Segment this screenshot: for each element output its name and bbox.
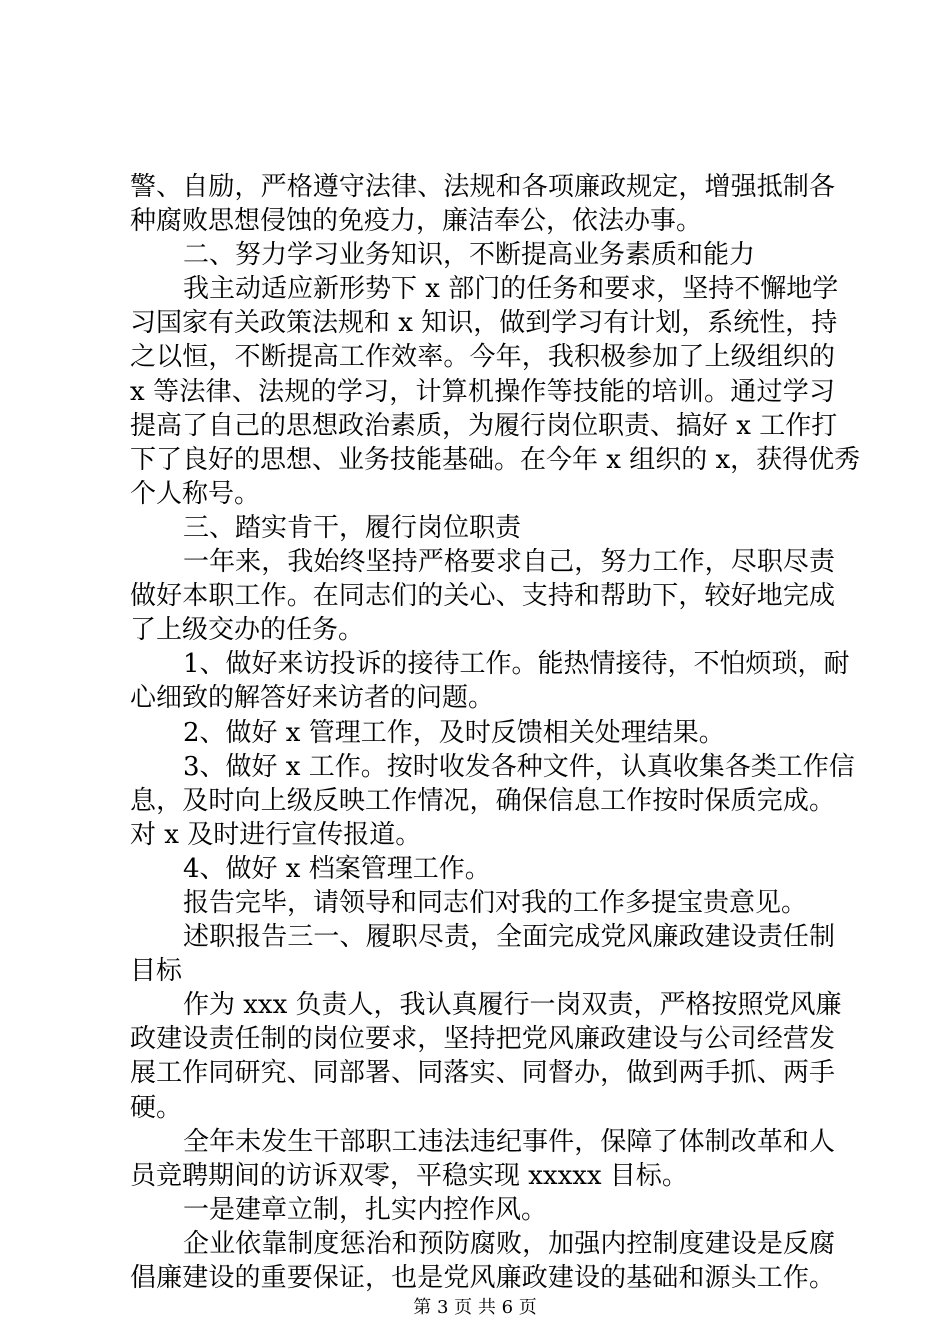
body-line-8: 提高了自己的思想政治素质，为履行岗位职责、搞好 x 工作打 <box>130 410 838 441</box>
list-item-1: 1、做好来访投诉的接待工作。能热情接待，不怕烦琐，耐 <box>183 649 850 680</box>
body-line-28: 硬。 <box>130 1092 183 1123</box>
body-line-26: 政建设责任制的岗位要求，坚持把党风廉政建设与公司经营发 <box>130 1024 835 1055</box>
list-item-2: 2、做好 x 管理工作，及时反馈相关处理结果。 <box>183 717 725 748</box>
body-line-19: 息，及时向上级反映工作情况，确保信息工作按时保质完成。 <box>130 785 835 816</box>
section-heading-3: 三、踏实肯干，履行岗位职责 <box>183 512 522 543</box>
body-line-25: 作为 xxx 负责人，我认真履行一岗双责，严格按照党风廉 <box>183 990 842 1021</box>
body-line-14: 了上级交办的任务。 <box>130 615 365 646</box>
body-line-9: 下了良好的思想、业务技能基础。在今年 x 组织的 x，获得优秀 <box>130 444 861 475</box>
body-line-24: 目标 <box>130 956 183 987</box>
body-line-2: 种腐败思想侵蚀的免疫力，廉洁奉公，依法办事。 <box>130 206 703 237</box>
body-line-30: 员竞聘期间的访诉双零，平稳实现 xxxxx 目标。 <box>130 1160 688 1191</box>
body-line-12: 一年来，我始终坚持严格要求自己，努力工作，尽职尽责 <box>183 547 835 578</box>
list-item-3: 3、做好 x 工作。按时收发各种文件，认真收集各类工作信 <box>183 751 855 782</box>
report-three-heading: 述职报告三一、履职尽责，全面完成党风廉政建设责任制 <box>183 922 835 953</box>
body-line-13: 做好本职工作。在同志们的关心、支持和帮助下，较好地完成 <box>130 581 835 612</box>
closing-line: 报告完毕，请领导和同志们对我的工作多提宝贵意见。 <box>183 887 808 918</box>
body-line-27: 展工作同研究、同部署、同落实、同督办，做到两手抓、两手 <box>130 1058 835 1089</box>
body-line-4: 我主动适应新形势下 x 部门的任务和要求，坚持不懈地学 <box>183 274 839 305</box>
body-line-5: 习国家有关政策法规和 x 知识，做到学习有计划，系统性，持 <box>130 308 838 339</box>
body-line-16: 心细致的解答好来访者的问题。 <box>130 683 495 714</box>
document-body <box>130 170 861 1295</box>
body-line-29: 全年未发生干部职工违法违纪事件，保障了体制改革和人 <box>183 1126 835 1157</box>
body-line-33: 倡廉建设的重要保证，也是党风廉政建设的基础和源头工作。 <box>130 1263 835 1293</box>
body-line-6: 之以恒，不断提高工作效率。今年，我积极参加了上级组织的 <box>130 342 835 373</box>
list-item-4: 4、做好 x 档案管理工作。 <box>183 853 491 884</box>
body-line-32: 企业依靠制度惩治和预防腐败，加强内控制度建设是反腐 <box>183 1228 835 1259</box>
body-line-7: x 等法律、法规的学习，计算机操作等技能的培训。通过学习 <box>130 376 835 407</box>
body-line-10: 个人称号。 <box>130 478 261 509</box>
page-number-footer: 第 3 页 共 6 页 <box>413 1297 537 1318</box>
body-line-1: 警、自励，严格遵守法律、法规和各项廉政规定，增强抵制各 <box>130 172 835 202</box>
section-heading-2: 二、努力学习业务知识，不断提高业务素质和能力 <box>183 240 756 271</box>
body-line-20: 对 x 及时进行宣传报道。 <box>130 819 422 850</box>
subheading-1: 一是建章立制，扎实内控作风。 <box>183 1194 548 1225</box>
